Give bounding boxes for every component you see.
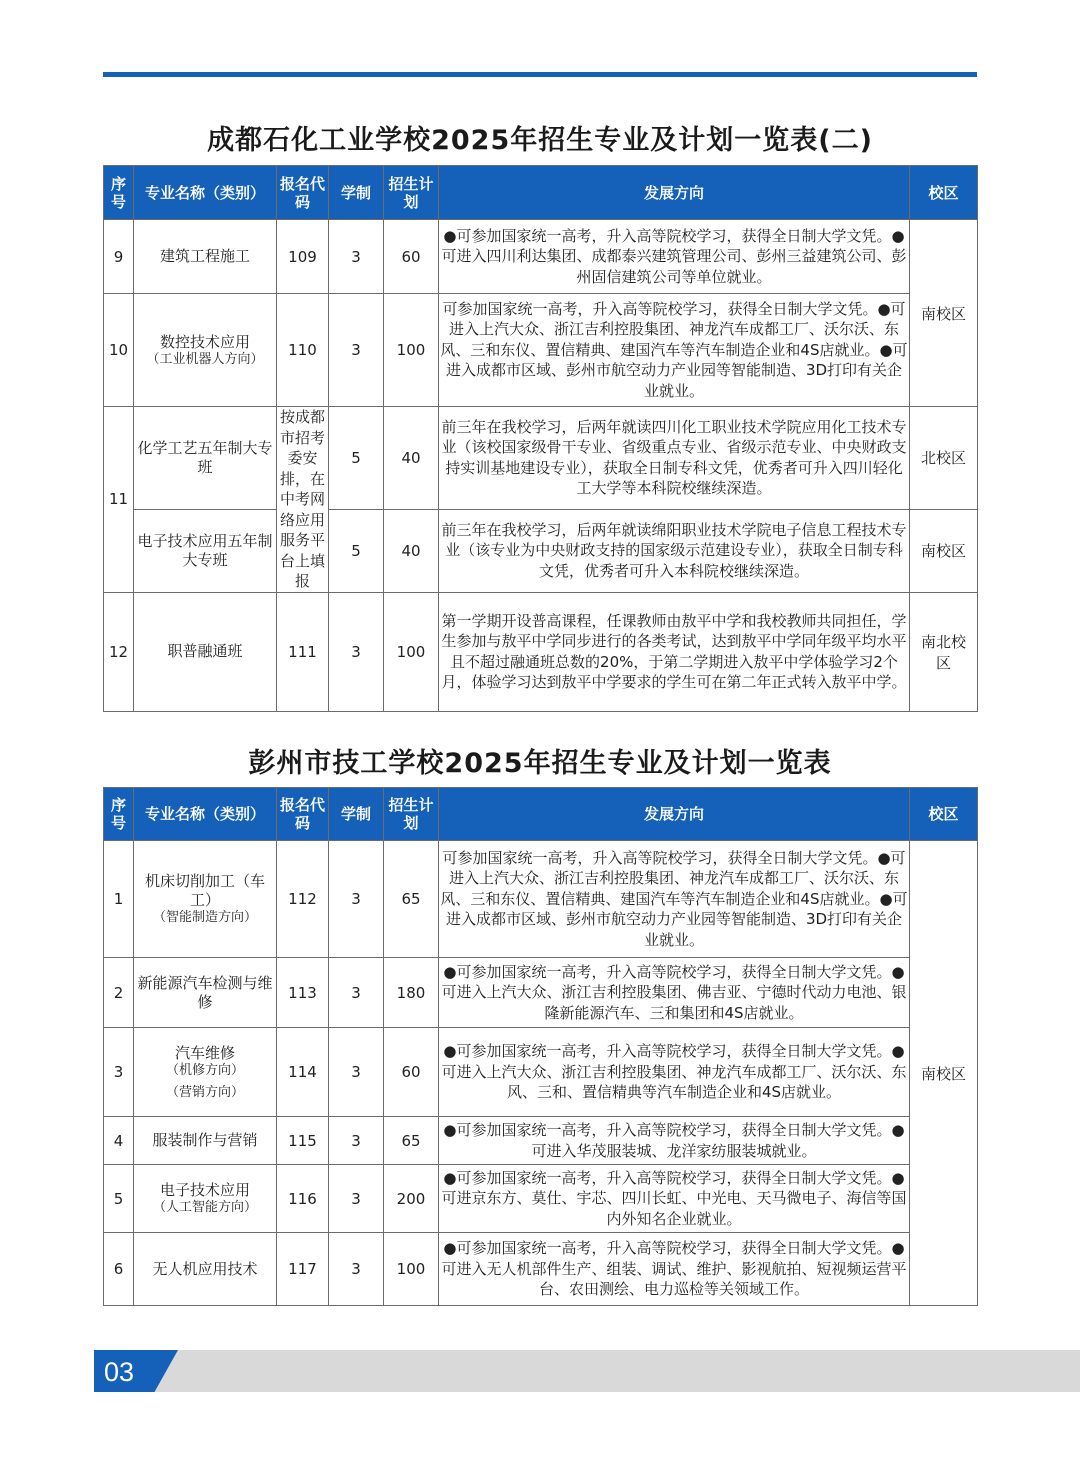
table2-title: 彭州市技工学校2025年招生专业及计划一览表: [248, 748, 832, 779]
page-number: 03: [104, 1357, 135, 1387]
cell-plan: 100: [384, 1233, 439, 1306]
cell-seq: 9: [104, 220, 134, 294]
cell-code: 113: [277, 958, 329, 1028]
cell-plan: 60: [384, 1028, 439, 1117]
table-row: [104, 841, 978, 958]
name-sub: （智能制造方向）: [152, 910, 257, 925]
cell-code: 110: [277, 294, 329, 407]
table-row: [104, 1028, 978, 1117]
footer-bar: [150, 1350, 1080, 1392]
table-row: [104, 407, 978, 510]
cell-years: 3: [329, 1117, 384, 1165]
cell-seq: 1: [104, 841, 134, 958]
cell-direction: 可参加国家统一高考，升入高等院校学习，获得全日制大学文凭。●可进入上汽大众、浙江吉利控股集团、神龙汽车成都工厂、沃尔沃、东风、三和东仪、置信精典、建国汽车等汽车制造企业和4S店就业。●可进入成都市区域、彭州市航空动力产业园等智能制造、3D打印有关企业就业。: [439, 841, 910, 958]
cell-name: 无人机应用技术: [134, 1233, 277, 1306]
cell-plan: 60: [384, 220, 439, 294]
table1-title: 成都石化工业学校2025年招生专业及计划一览表(二): [207, 125, 873, 156]
cell-plan: 200: [384, 1165, 439, 1233]
cell-seq: 6: [104, 1233, 134, 1306]
cell-campus: 北校区: [910, 407, 978, 510]
table2-header-row: [104, 788, 978, 841]
cell-plan: 100: [384, 592, 439, 711]
header-years: 学制: [329, 788, 384, 841]
cell-plan: 180: [384, 958, 439, 1028]
cell-campus: 南校区: [910, 841, 978, 1306]
header-campus: 校区: [910, 788, 978, 841]
header-plan: 招生计划: [384, 166, 439, 220]
header-code: 报名代码: [277, 788, 329, 841]
table-row: [104, 294, 978, 407]
header-years: 学制: [329, 166, 384, 220]
table-row: [104, 958, 978, 1028]
header-name: 专业名称（类别）: [134, 788, 277, 841]
name-main: 机床切削加工（车工）: [144, 872, 265, 909]
cell-name: [134, 1165, 277, 1233]
cell-years: 5: [329, 407, 384, 510]
cell-code: 111: [277, 592, 329, 711]
cell-name: 化学工艺五年制大专班: [134, 407, 277, 510]
cell-code: 115: [277, 1117, 329, 1165]
cell-name: [134, 294, 277, 407]
cell-code: 109: [277, 220, 329, 294]
header-seq: 序号: [104, 788, 134, 841]
cell-plan: 40: [384, 407, 439, 510]
table-row: [104, 1165, 978, 1233]
header-direction: 发展方向: [439, 788, 910, 841]
cell-seq: 11: [104, 407, 134, 593]
cell-name: 服装制作与营销: [134, 1117, 277, 1165]
table-row: [104, 220, 978, 294]
cell-years: 3: [329, 1165, 384, 1233]
cell-years: 3: [329, 1028, 384, 1117]
cell-campus: 南校区: [910, 509, 978, 592]
cell-direction: 可参加国家统一高考，升入高等院校学习，获得全日制大学文凭。●可进入上汽大众、浙江吉利控股集团、神龙汽车成都工厂、沃尔沃、东风、三和东仪、置信精典、建国汽车等汽车制造企业和4S店就业。●可进入成都市区域、彭州市航空动力产业园等智能制造、3D打印有关企业就业。: [439, 294, 910, 407]
cell-name: 新能源汽车检测与维修: [134, 958, 277, 1028]
header-plan: 招生计划: [384, 788, 439, 841]
cell-direction: 前三年在我校学习，后两年就读四川化工职业技术学院应用化工技术专业（该校国家级骨干专业、省级重点专业、省级示范专业、中央财政支持实训基地建设专业），获取全日制专科文凭，优秀者可升入四川轻化工大学等本科院校继续深造。: [439, 407, 910, 510]
cell-direction: ●可参加国家统一高考，升入高等院校学习，获得全日制大学文凭。●可进入四川利达集团、成都泰兴建筑管理公司、彭州三益建筑公司、彭州固信建筑公司等单位就业。: [439, 220, 910, 294]
cell-direction: ●可参加国家统一高考，升入高等院校学习，获得全日制大学文凭。●可进入上汽大众、浙江吉利控股集团、佛吉亚、宁德时代动力电池、银隆新能源汽车、三和集团和4S店就业。: [439, 958, 910, 1028]
cell-name: [134, 1028, 277, 1117]
cell-direction: 第一学期开设普高课程，任课教师由敖平中学和我校教师共同担任，学生参加与敖平中学同步进行的各类考试，达到敖平中学同年级平均水平且不超过融通班总数的20%，于第二学期进入敖平中学体验学习2个月，体验学习达到敖平中学要求的学生可在第二年正式转入敖平中学。: [439, 592, 910, 711]
cell-years: 3: [329, 1233, 384, 1306]
cell-plan: 40: [384, 509, 439, 592]
cell-direction: ●可参加国家统一高考，升入高等院校学习，获得全日制大学文凭。●可进入上汽大众、浙江吉利控股集团、神龙汽车成都工厂、沃尔沃、东风、三和、置信精典等汽车制造企业和4S店就业。: [439, 1028, 910, 1117]
cell-campus: 南校区: [910, 220, 978, 407]
cell-seq: 10: [104, 294, 134, 407]
cell-plan: 100: [384, 294, 439, 407]
cell-years: 3: [329, 958, 384, 1028]
name-main: 汽车维修: [174, 1043, 235, 1062]
cell-direction: 前三年在我校学习，后两年就读绵阳职业技术学院电子信息工程技术专业（该专业为中央财政支持的国家级示范建设专业），获取全日制专科文凭，优秀者可升入本科院校继续深造。: [439, 509, 910, 592]
header-code: 报名代码: [277, 166, 329, 220]
cell-years: 3: [329, 294, 384, 407]
table-row: [104, 1233, 978, 1306]
top-accent-line: [103, 72, 977, 77]
cell-seq: 4: [104, 1117, 134, 1165]
table-row: [104, 1117, 978, 1165]
header-name: 专业名称（类别）: [134, 166, 277, 220]
name-sub-2: （营销方向）: [165, 1084, 244, 1100]
cell-plan: 65: [384, 1117, 439, 1165]
cell-seq: 2: [104, 958, 134, 1028]
name-sub: （人工智能方向）: [152, 1200, 257, 1215]
cell-code: 116: [277, 1165, 329, 1233]
cell-years: 3: [329, 841, 384, 958]
cell-direction: ●可参加国家统一高考，升入高等院校学习，获得全日制大学文凭。●可进入无人机部件生产、组装、调试、维护、影视航拍、短视频运营平台、农田测绘、电力巡检等关领域工作。: [439, 1233, 910, 1306]
name-sub: （工业机器人方向）: [146, 351, 264, 367]
cell-seq: 5: [104, 1165, 134, 1233]
cell-name: 建筑工程施工: [134, 220, 277, 294]
table2: [103, 787, 978, 1306]
table1: [103, 165, 978, 712]
cell-years: 3: [329, 220, 384, 294]
name-main: 电子技术应用: [159, 1181, 250, 1199]
cell-name: [134, 841, 277, 958]
table-row: [104, 592, 978, 711]
cell-seq: 12: [104, 592, 134, 711]
cell-years: 3: [329, 592, 384, 711]
table-row: [104, 509, 978, 592]
cell-seq: 3: [104, 1028, 134, 1117]
cell-code: 117: [277, 1233, 329, 1306]
table1-header-row: [104, 166, 978, 220]
header-seq: 序号: [104, 166, 134, 220]
cell-code: 114: [277, 1028, 329, 1117]
cell-direction: ●可参加国家统一高考，升入高等院校学习，获得全日制大学文凭。●可进入华茂服装城、龙洋家纺服装城就业。: [439, 1117, 910, 1165]
name-sub: （机修方向）: [165, 1062, 244, 1078]
cell-direction: ●可参加国家统一高考，升入高等院校学习，获得全日制大学文凭。●可进京东方、莫仕、宇芯、四川长虹、中光电、天马微电子、海信等国内外知名企业就业。: [439, 1165, 910, 1233]
cell-code-note: 按成都市招考委安排，在中考网络应用服务平台上填报: [277, 407, 329, 593]
cell-name: 电子技术应用五年制大专班: [134, 509, 277, 592]
header-campus: 校区: [910, 166, 978, 220]
header-direction: 发展方向: [439, 166, 910, 220]
cell-name: 职普融通班: [134, 592, 277, 711]
cell-code: 112: [277, 841, 329, 958]
cell-years: 5: [329, 509, 384, 592]
cell-campus: 南北校区: [910, 592, 978, 711]
cell-plan: 65: [384, 841, 439, 958]
name-main: 数控技术应用: [159, 332, 250, 351]
